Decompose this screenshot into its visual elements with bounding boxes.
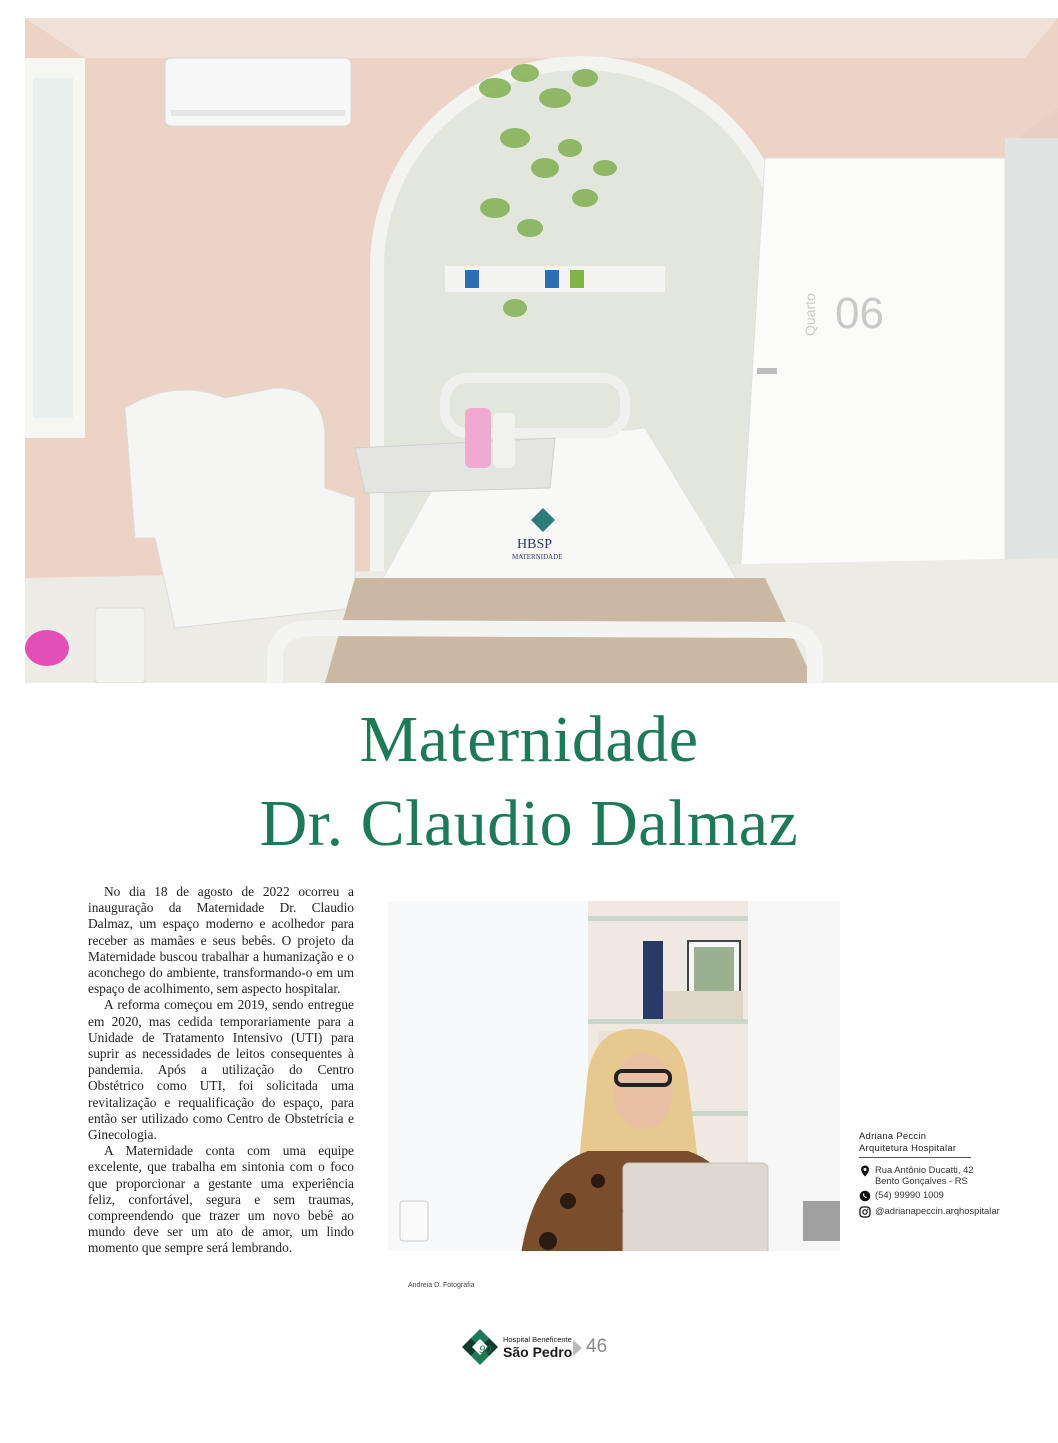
article-paragraph-2: A reforma começou em 2019, sendo entregue em 2020, mas cedida temporariamente para a Unidade de Tratamento Intensivo (UTI) para suprir as necessidades de leitos consequentes à pandemia. Após a utilização do Centro Obstétrico como UTI, foi solicitada uma revitalização e requalificação do espaço, para então ser utilizado como Centro de Obstetrícia e Ginecologia.: [88, 997, 354, 1143]
contact-role: Arquitetura Hospitalar: [859, 1142, 957, 1153]
article-paragraph-3: A Maternidade conta com uma equipe excelente, que trabalha em sintonia com o foco que proporcionar a gestante uma experiência feliz, confortável, segura e sem traumas, compreendendo que trazer um novo bebê ao mundo deve ser um ato de amor, um lindo momento que sempre será lembrando.: [88, 1143, 354, 1256]
footer-hospital-name: São Pedro: [503, 1344, 573, 1360]
footer-arrow-icon: [573, 1340, 582, 1356]
contact-address-line-1: Rua Antônio Ducatti, 42: [875, 1164, 974, 1175]
portrait-illustration: [388, 901, 840, 1277]
whatsapp-icon: [859, 1190, 871, 1202]
photo-credit: Andreia D. Fotografia: [408, 1282, 475, 1289]
page-title-line-2: Dr. Claudio Dalmaz: [259, 787, 799, 860]
svg-text:HBSP: HBSP: [517, 537, 553, 552]
contact-phone: (54) 99990 1009: [875, 1189, 944, 1200]
contact-instagram: @adrianapeccin.arqhospitalar: [875, 1205, 1000, 1216]
footer-hospital-prefix: Hospital Beneficente: [503, 1335, 572, 1344]
portrait-photo-architect: [388, 901, 840, 1277]
svg-text:MATERNIDADE: MATERNIDADE: [512, 553, 563, 561]
page-title-line-1: Maternidade: [359, 703, 699, 776]
footer-anniversary-years: 90: [479, 1344, 492, 1356]
door-label: Quarto: [802, 293, 818, 336]
contact-divider: [859, 1157, 971, 1158]
article-paragraph-1: No dia 18 de agosto de 2022 ocorreu a inauguração da Maternidade Dr. Claudio Dalmaz, um espaço moderno e acolhedor para receber as mamães e seus bebês. O projeto da Maternidade buscou trabalhar a humanização e o aconchego do ambiente, transformando-o em um espaço de acolhimento, sem aspecto hospitalar.: [88, 884, 354, 997]
page-number: 46: [586, 1336, 608, 1357]
contact-address-row: [859, 1164, 1029, 1186]
door-room-number: 06: [835, 289, 884, 338]
hero-illustration: [25, 18, 1058, 683]
location-pin-icon: [859, 1165, 871, 1177]
instagram-icon: [859, 1206, 871, 1218]
page-footer: [460, 1327, 620, 1367]
contact-card: [859, 1130, 1029, 1221]
hero-photo-maternity-room: [25, 18, 1058, 683]
contact-instagram-row: [859, 1205, 1029, 1218]
contact-address-line-2: Bento Gonçalves - RS: [875, 1175, 968, 1186]
contact-phone-row: [859, 1189, 1029, 1202]
contact-name: Adriana Peccin: [859, 1130, 927, 1141]
article-body: [88, 884, 354, 1257]
